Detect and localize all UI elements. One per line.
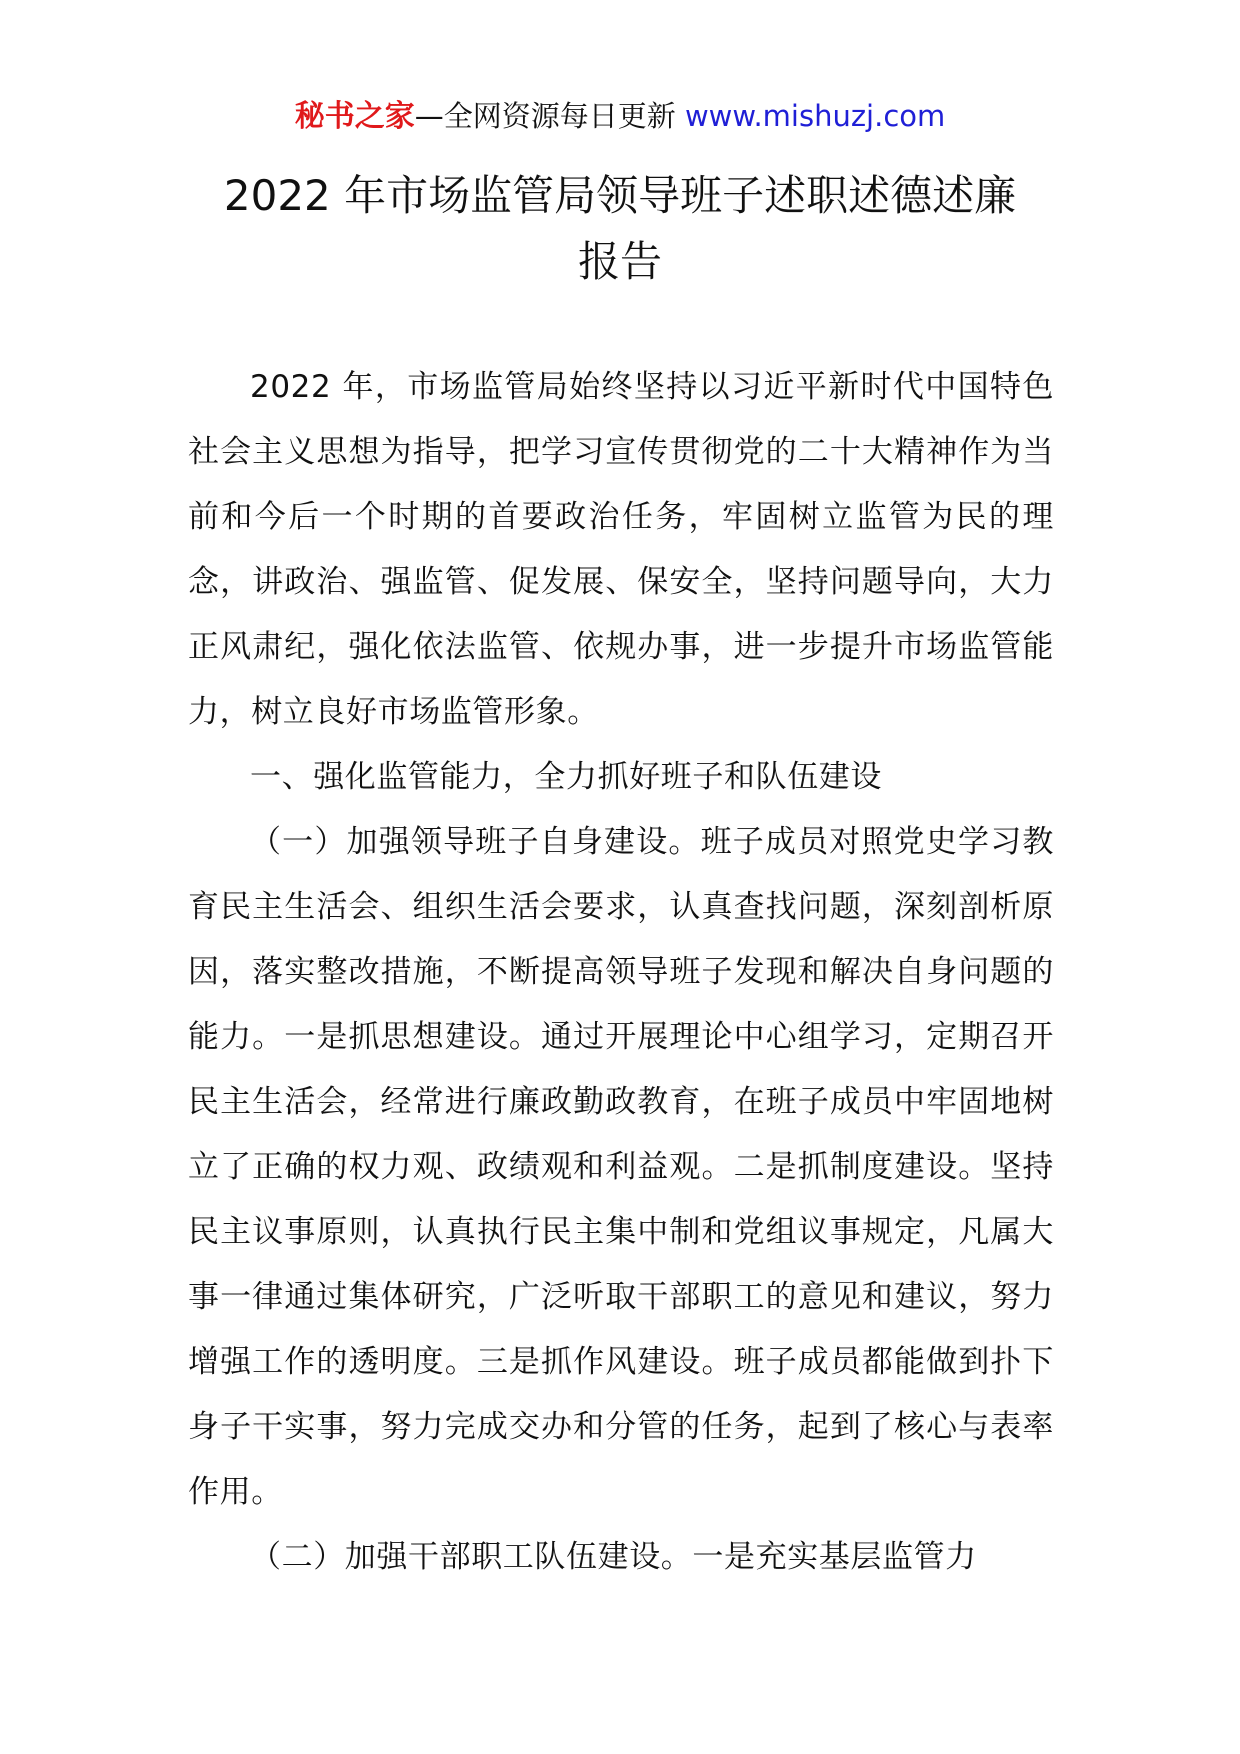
- subsection-paragraph-1: （一）加强领导班子自身建设。班子成员对照党史学习教育民主生活会、组织生活会要求，认真查找问题，深刻剖析原因，落实整改措施，不断提高领导班子发现和解决自身问题的能力。一是抓思想建设。通过开展理论中心组学习，定期召开民主生活会，经常进行廉政勤政教育，在班子成员中牢固地树立了正确的权力观、政绩观和利益观。二是抓制度建设。坚持民主议事原则，认真执行民主集中制和党组议事规定，凡属大事一律通过集体研究，广泛听取干部职工的意见和建议，努力增强工作的透明度。三是抓作风建设。班子成员都能做到扑下身子干实事，努力完成交办和分管的任务，起到了核心与表率作用。: [188, 824, 1054, 1510]
- section-heading-1: 一、强化监管能力，全力抓好班子和队伍建设: [250, 759, 882, 795]
- title-line-2: 报告: [577, 237, 662, 286]
- subsection-paragraph-2: （二）加强干部职工队伍建设。一是充实基层监管力: [250, 1539, 977, 1575]
- brand-name: 秘书之家: [294, 99, 415, 134]
- document-title: [150, 163, 1090, 295]
- watermark-header: [0, 96, 1240, 137]
- title-line-1: 2022 年市场监管局领导班子述职述德述廉: [223, 171, 1017, 220]
- header-tagline: —全网资源每日更新: [414, 99, 676, 133]
- document-body: [188, 355, 1054, 1590]
- intro-paragraph: 2022 年，市场监管局始终坚持以习近平新时代中国特色社会主义思想为指导，把学习宣传贯彻党的二十大精神作为当前和今后一个时期的首要政治任务，牢固树立监管为民的理念，讲政治、强监管、促发展、保安全，坚持问题导向，大力正风肃纪，强化依法监管、依规办事，进一步提升市场监管能力，树立良好市场监管形象。: [188, 369, 1054, 730]
- header-url[interactable]: www.mishuzj.com: [684, 99, 946, 133]
